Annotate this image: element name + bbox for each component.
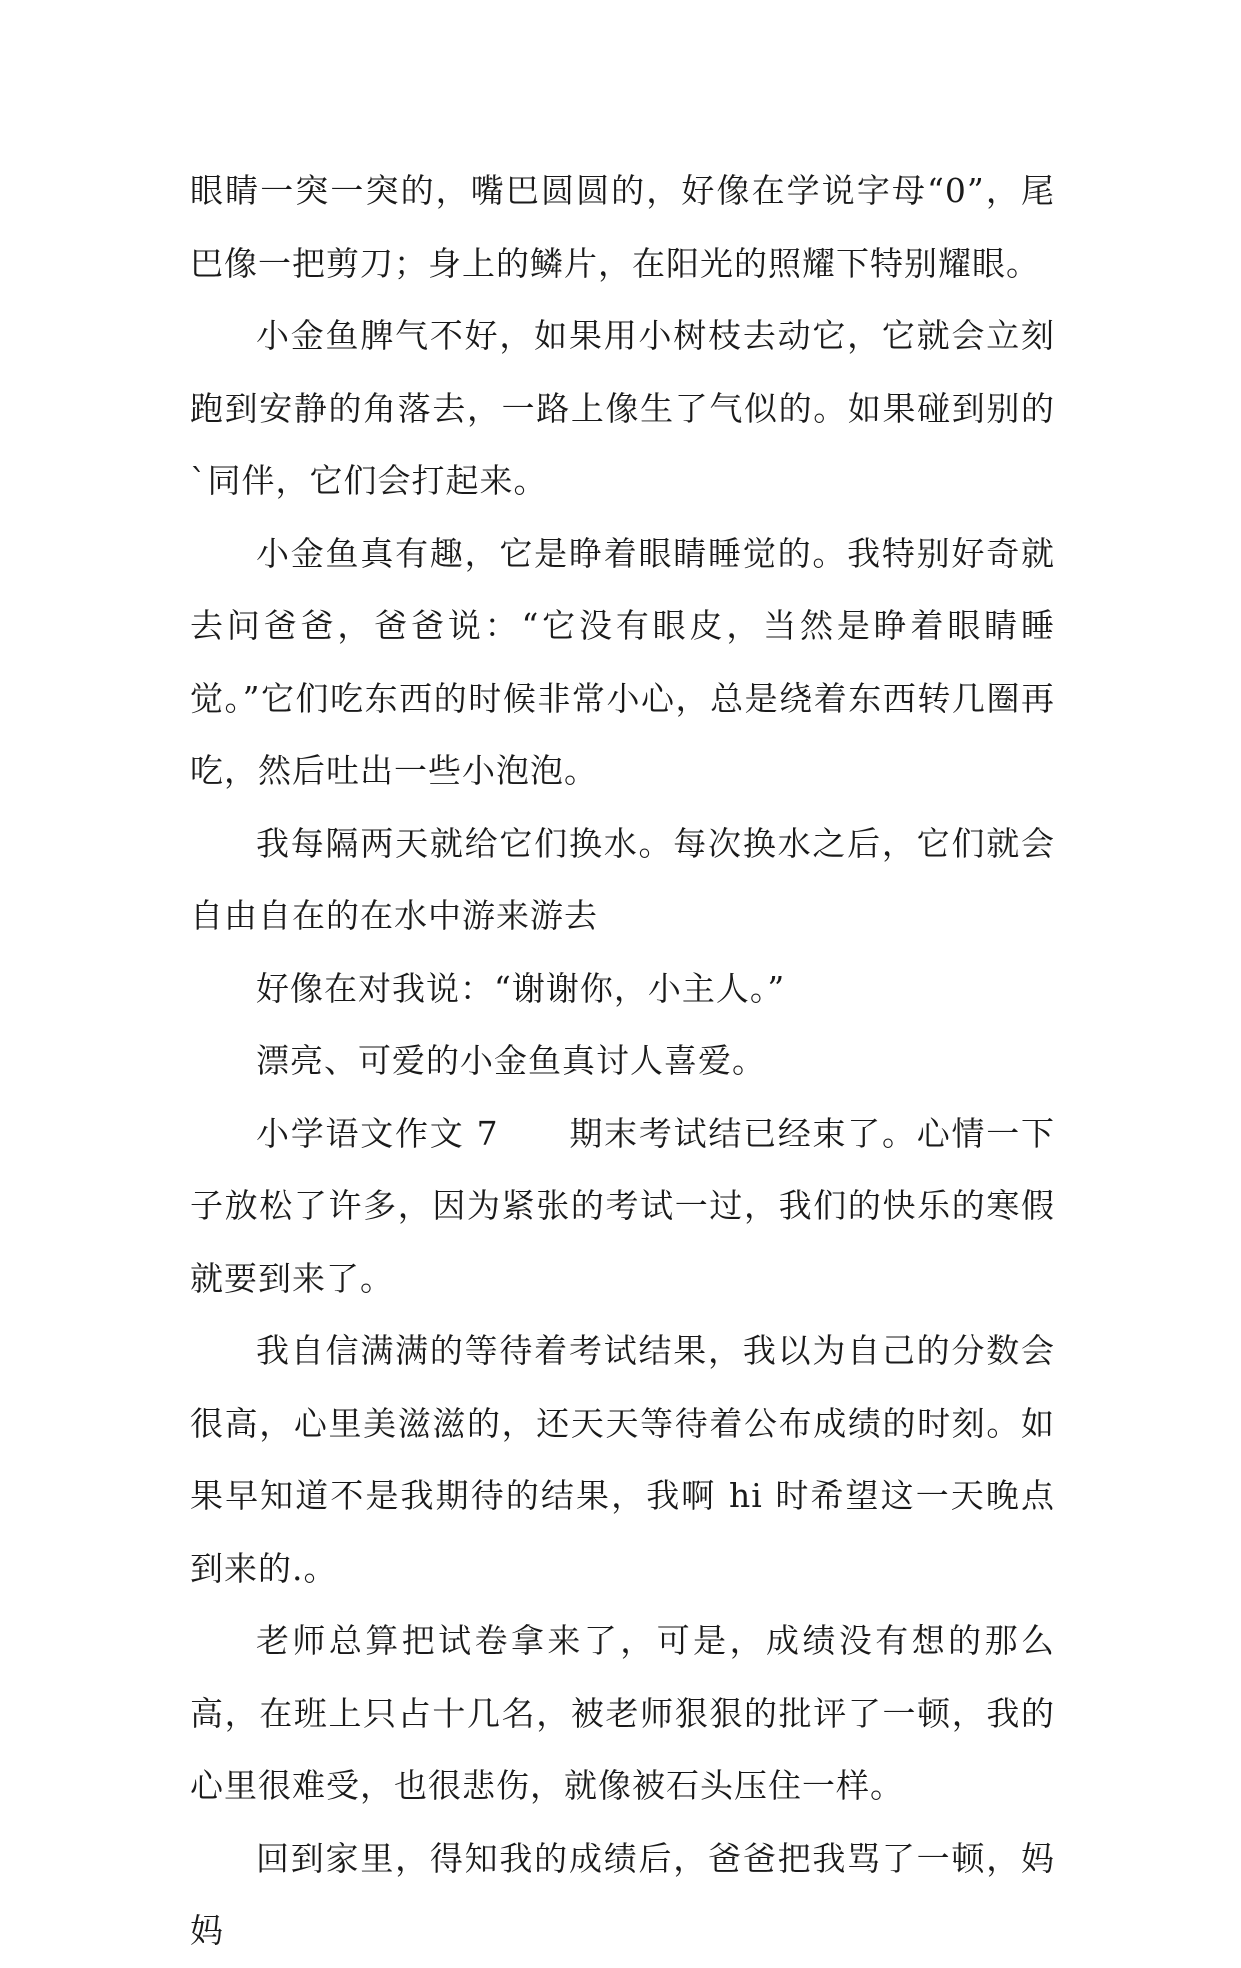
essay-heading: 小学语文作文 7: [256, 1113, 499, 1153]
paragraph-8: 我自信满满的等待着考试结果，我以为自己的分数会很高，心里美滋滋的，还天天等待着公布成绩的时刻。如果早知道不是我期待的结果，我啊 hi 时希望这一天晚点到来的.。: [190, 1331, 1055, 1588]
paragraph-5: 好像在对我说：“谢谢你，小主人。”: [256, 968, 786, 1008]
paragraph-9: 老师总算把试卷拿来了，可是，成绩没有想的那么高，在班上只占十几名，被老师狠狠的批评了一顿，我的心里很难受，也很悲伤，就像被石头压住一样。: [190, 1621, 1055, 1805]
essay-first-line: 期末考试结已经束了。心情一下子放松了许多，因为紧张的考试一过，我们的快乐的寒假就要到来了。: [190, 1113, 1055, 1298]
paragraph-2: 小金鱼脾气不好，如果用小树枝去动它，它就会立刻跑到安静的角落去，一路上像生了气似的。如果碰到别的`同伴，它们会打起来。: [190, 316, 1055, 500]
paragraph-6: 漂亮、可爱的小金鱼真讨人喜爱。: [256, 1041, 766, 1080]
document-body: [190, 155, 1055, 1968]
paragraph-3: 小金鱼真有趣，它是睁着眼睛睡觉的。我特别好奇就去问爸爸，爸爸说：“它没有眼皮，当然是睁着眼睛睡觉。”它们吃东西的时候非常小心，总是绕着东西转几圈再吃，然后吐出一些小泡泡。: [190, 533, 1055, 790]
paragraph-1: 眼睛一突一突的，嘴巴圆圆的，好像在学说字母“0”，尾巴像一把剪刀；身上的鳞片，在阳光的照耀下特别耀眼。: [190, 171, 1055, 283]
paragraph-10: 回到家里，得知我的成绩后，爸爸把我骂了一顿，妈妈: [190, 1838, 1055, 1950]
paragraph-4: 我每隔两天就给它们换水。每次换水之后，它们就会自由自在的在水中游来游去: [190, 823, 1055, 935]
essay-start-paragraph: [190, 1098, 1055, 1316]
